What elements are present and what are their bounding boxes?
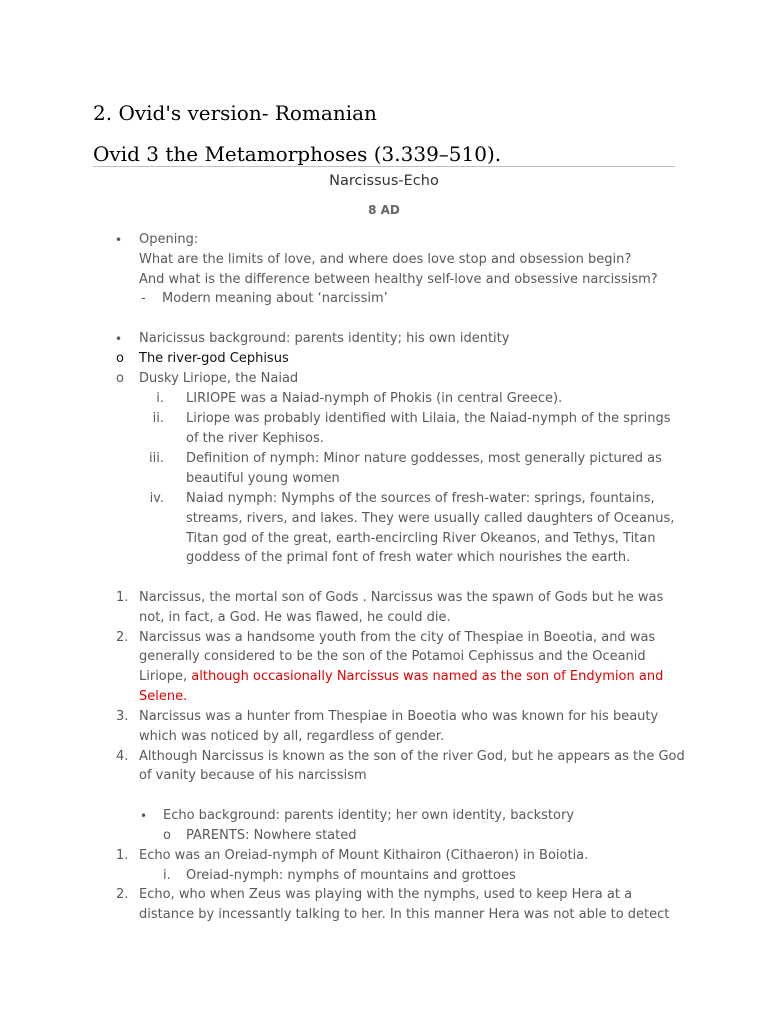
numbered-item-line: generally considered to be the son of the Potamoi Cephissus and the Oceanid bbox=[139, 649, 646, 664]
roman-item-line: Definition of nymph: Minor nature goddesses, most generally pictured as bbox=[186, 451, 662, 466]
echo-background: Echo background: parents identity; her own identity, backstory bbox=[163, 808, 575, 823]
number-marker: 1. bbox=[116, 848, 129, 863]
circle-marker: o bbox=[163, 828, 171, 843]
roman-marker: i. bbox=[156, 391, 164, 406]
numbered-item-line: which was noticed by all, regardless of gender. bbox=[139, 729, 445, 744]
opening-question-1: What are the limits of love, and where does love stop and obsession begin? bbox=[139, 252, 632, 267]
roman-item-line: LIRIOPE was a Naiad-nymph of Phokis (in central Greece). bbox=[186, 391, 563, 406]
bullet-marker: • bbox=[115, 233, 123, 247]
numbered-item-line-mixed bbox=[139, 667, 663, 687]
roman-item-line: Naiad nymph: Nymphs of the sources of fresh-water: springs, fountains, bbox=[186, 491, 655, 506]
bullet-marker: • bbox=[115, 332, 123, 346]
numbered-item-line: Narcissus, the mortal son of Gods . Narcissus was the spawn of Gods but he was bbox=[139, 590, 664, 605]
parent-cephisus: The river-god Cephisus bbox=[139, 351, 289, 366]
number-marker: 2. bbox=[116, 887, 129, 902]
echo-item-line: Oreiad-nymph: nymphs of mountains and grottoes bbox=[186, 868, 516, 883]
numbered-item-line: Although Narcissus is known as the son of the river God, but he appears as the God bbox=[139, 749, 685, 764]
subtitle: Narcissus-Echo bbox=[329, 173, 439, 189]
numbered-item-line: not, in fact, a God. He was flawed, he could die. bbox=[139, 610, 451, 625]
numbered-item-line: Narcissus was a hunter from Thespiae in Boeotia who was known for his beauty bbox=[139, 709, 659, 724]
number-marker: 2. bbox=[116, 630, 129, 645]
opening-modern-meaning: Modern meaning about ‘narcissim’ bbox=[162, 291, 388, 306]
dash-marker: - bbox=[141, 291, 146, 306]
roman-marker: i. bbox=[163, 868, 171, 883]
number-marker: 4. bbox=[116, 749, 129, 764]
roman-item-line: Titan god of the great, earth-encircling River Okeanos, and Tethys, Titan bbox=[186, 531, 656, 546]
bullet-marker: • bbox=[140, 809, 148, 823]
parent-liriope: Dusky Liriope, the Naiad bbox=[139, 371, 299, 386]
narcissus-background: Naricissus background: parents identity; his own identity bbox=[139, 331, 510, 346]
echo-item-line: Echo, who when Zeus was playing with the nymphs, used to keep Hera at a bbox=[139, 887, 633, 902]
roman-item-line: Liriope was probably identified with Lilaia, the Naiad-nymph of the springs bbox=[186, 411, 671, 426]
numbered-item-line: Narcissus was a handsome youth from the city of Thespiae in Boeotia, and was bbox=[139, 630, 656, 645]
opening-label: Opening: bbox=[139, 232, 199, 247]
echo-item-line: distance by incessantly talking to her. In this manner Hera was not able to detect bbox=[139, 907, 670, 922]
roman-marker: iv. bbox=[149, 491, 164, 506]
numbered-item-line: of vanity because of his narcissism bbox=[139, 768, 367, 783]
roman-item-line: streams, rivers, and lakes. They were usually called daughters of Oceanus, bbox=[186, 511, 675, 526]
number-marker: 1. bbox=[116, 590, 129, 605]
highlighted-red-text: Selene. bbox=[139, 689, 188, 704]
highlighted-red-text: although occasionally Narcissus was named as the son of Endymion and bbox=[191, 669, 664, 684]
plain-text: Liriope, bbox=[139, 669, 192, 684]
date-label: 8 AD bbox=[368, 203, 400, 217]
echo-parents: PARENTS: Nowhere stated bbox=[186, 828, 357, 843]
heading-rule bbox=[93, 166, 675, 167]
number-marker: 3. bbox=[116, 709, 129, 724]
heading-ovid-version: 2. Ovid's version- Romanian bbox=[93, 101, 377, 125]
roman-item-line: of the river Kephisos. bbox=[186, 431, 324, 446]
circle-marker: o bbox=[116, 371, 124, 386]
roman-marker: iii. bbox=[149, 451, 164, 466]
roman-marker: ii. bbox=[152, 411, 164, 426]
echo-item-line: Echo was an Oreiad-nymph of Mount Kithairon (Cithaeron) in Boiotia. bbox=[139, 848, 589, 863]
circle-marker: o bbox=[116, 351, 124, 366]
opening-question-2: And what is the difference between healthy self-love and obsessive narcissism? bbox=[139, 272, 658, 287]
roman-item-line: beautiful young women bbox=[186, 471, 340, 486]
heading-metamorphoses: Ovid 3 the Metamorphoses (3.339–510). bbox=[93, 142, 502, 166]
roman-item-line: goddess of the primal font of fresh water which nourishes the earth. bbox=[186, 550, 631, 565]
